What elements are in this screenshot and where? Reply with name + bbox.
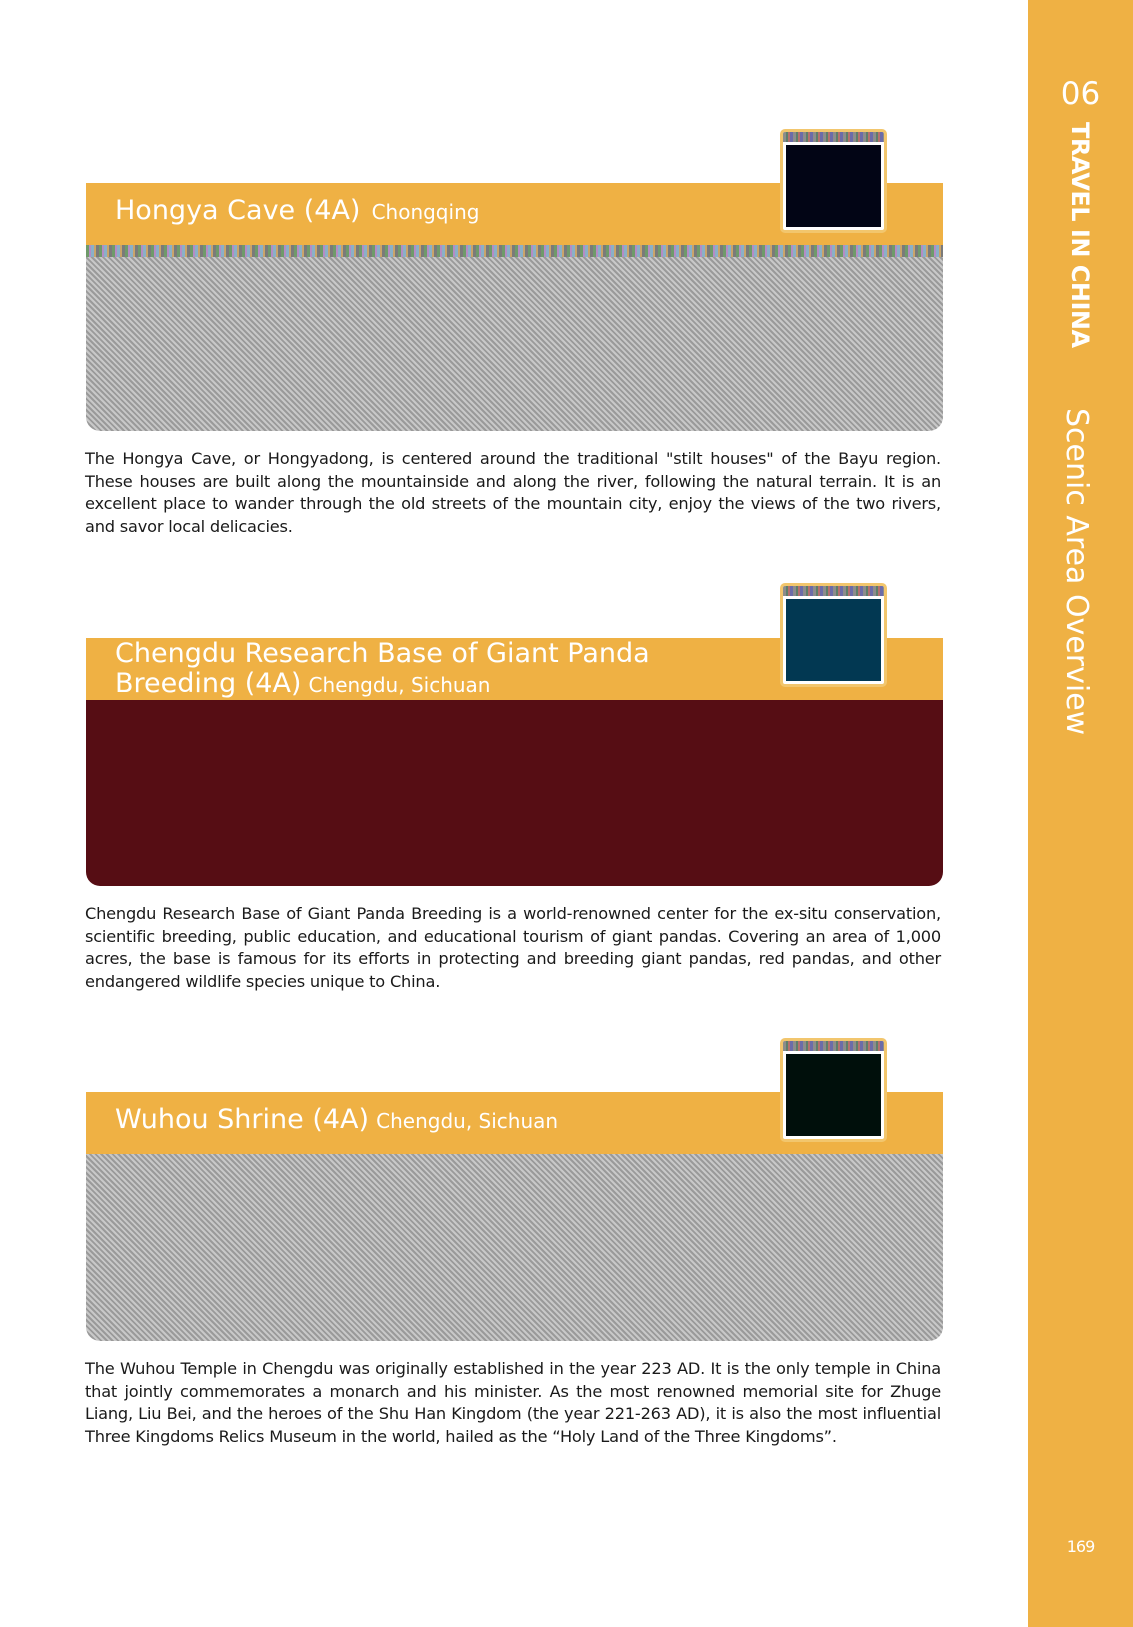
entry-thumbnail xyxy=(780,129,887,233)
entry-thumbnail xyxy=(780,1038,887,1142)
entry-description: Chengdu Research Base of Giant Panda Breeding is a world-renowned center for the ex-situ conservation, scientific breeding, public education, and educational tourism of giant pandas. Covering an area of 1,000 acres, the base is famous for its efforts in protecting and breeding giant pandas, red pandas, and other endangered wildlife species unique to China. xyxy=(85,904,941,991)
entry-location: Chongqing xyxy=(371,200,480,224)
entry-location: Chengdu, Sichuan xyxy=(308,673,491,697)
entry-thumbnail xyxy=(780,583,887,687)
entry-photo xyxy=(86,1154,943,1341)
entry-title: Wuhou Shrine (4A) xyxy=(115,1104,370,1135)
chapter-title: TRAVEL IN CHINA xyxy=(1066,122,1094,348)
thumbnail-noise-strip xyxy=(783,132,884,142)
thumbnail-noise-strip xyxy=(783,586,884,596)
entry-title-line-2: Breeding (4A) xyxy=(115,668,302,699)
thumbnail-image xyxy=(786,145,881,227)
entry-photo xyxy=(86,245,943,431)
entry-description: The Wuhou Temple in Chengdu was originally established in the year 223 AD. It is the only temple in China that jointly commemorates a monarch and his minister. As the most renowned memorial site for Zhuge Liang, Liu Bei, and the heroes of the Shu Han Kingdom (the year 221-263 AD), it is also the most influential Three Kingdoms Relics Museum in the world, hailed as the “Holy Land of the Three Kingdoms”. xyxy=(85,1359,941,1446)
thumbnail-image xyxy=(786,599,881,681)
photo-placeholder xyxy=(86,257,943,431)
thumbnail-noise-strip xyxy=(783,1041,884,1051)
photo-noise-strip xyxy=(86,245,943,257)
thumbnail-image xyxy=(786,1054,881,1136)
entry-description: The Hongya Cave, or Hongyadong, is centered around the traditional "stilt houses" of the Bayu region. These houses are built along the mountainside and along the river, following the natural terrain. It is an excellent place to wander through the old streets of the mountain city, enjoy the views of the two rivers, and savor local delicacies. xyxy=(85,449,941,536)
section-title: Scenic Area Overview xyxy=(1059,408,1094,736)
entry-photo xyxy=(86,700,943,886)
page-number: 169 xyxy=(1066,1537,1095,1556)
entry-location: Chengdu, Sichuan xyxy=(376,1109,559,1133)
entry-title-line-1: Chengdu Research Base of Giant Panda xyxy=(115,638,650,669)
entry-title: Hongya Cave (4A) xyxy=(115,195,361,226)
chapter-number: 06 xyxy=(1060,76,1101,112)
